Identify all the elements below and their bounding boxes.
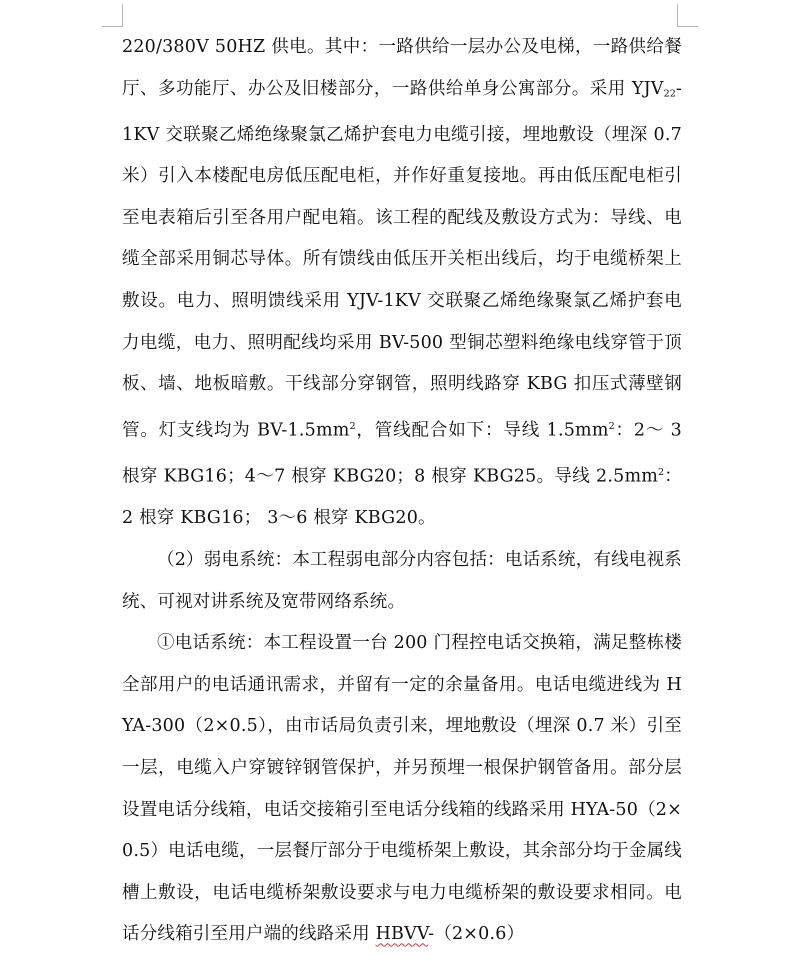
text-run: ：2 根穿 KBG16； 3～6 根穿 KBG20。 (122, 466, 683, 529)
text-run: ，管线配合如下：导线 1.5mm (355, 420, 609, 441)
left-margin-crop-mark (102, 4, 123, 27)
text-run: -1KV 交联聚乙烯绝缘聚氯乙烯护套电力电缆引接，埋地敷设（埋深 0.7 米）引入本楼配电房低压配电柜，并作好重复接地。再由低压配电柜引至电表箱后引至各用户配电箱。该工程的配线及敷设方式为：导线、电缆全部采用铜芯导体。所有馈线由低压开关柜出线后，均于电缆桥架上敷设。电力、照明馈线采用 YJV-1KV 交联聚乙烯绝缘聚氯乙烯护套电力电缆，电力、照明配线均采用 BV-500 型铜芯塑料绝缘电线穿管于顶板、墙、地板暗敷。干线部分穿钢管，照明线路穿 KBG 扣压式薄壁钢管。灯支线均为 BV-1.5mm (122, 78, 682, 441)
paragraph-power-supply (122, 27, 682, 540)
text-run: ①电话系统：本工程设置一台 200 门程控电话交换箱，满足整栋楼全部用户的电话通讯需求，并留有一定的余量备用。电话电缆进线为 HYA-300（2×0.5），由市话局负责引来，埋地敷设（埋深 0.7 米）引至一层，电缆入户穿镀锌钢管保护，并另预埋一根保护钢管备用。部分层设置电话分线箱，电话交接箱引至电话分线箱的线路采用 HYA-50（2×0.5）电话电缆，一层餐厅部分于电缆桥架上敷设，其余部分均于金属线槽上敷设，电话电缆桥架敷设要求与电力电缆桥架的敷设要求相同。电话分线箱引至用户端的线路采用 (122, 633, 682, 945)
superscript: 2 (349, 420, 356, 432)
paragraph-weak-current-system: （2）弱电系统：本工程弱电部分内容包括：电话系统，有线电视系统、可视对讲系统及宽带网络系统。 (122, 550, 682, 612)
text-run: ：2～ 3 根穿 KBG16；4～7 根穿 KBG20；8 根穿 KBG25。导线 2.5mm (122, 420, 683, 487)
subscript: 22 (663, 88, 676, 99)
right-margin-crop-mark (677, 4, 698, 27)
document-body[interactable] (122, 27, 682, 956)
paragraph-telephone-system (122, 623, 682, 956)
superscript: 2 (658, 467, 665, 479)
text-run: -（2×0.6） (428, 924, 525, 945)
spellcheck-flagged-word: HBVV (375, 924, 429, 945)
superscript: 2 (608, 420, 615, 432)
text-run: 220/380V 50HZ 供电。其中：一路供给一层办公及电梯，一路供给餐厅、多功能厅、办公及旧楼部分，一路供给单身公寓部分。采用 YJV (122, 37, 682, 99)
